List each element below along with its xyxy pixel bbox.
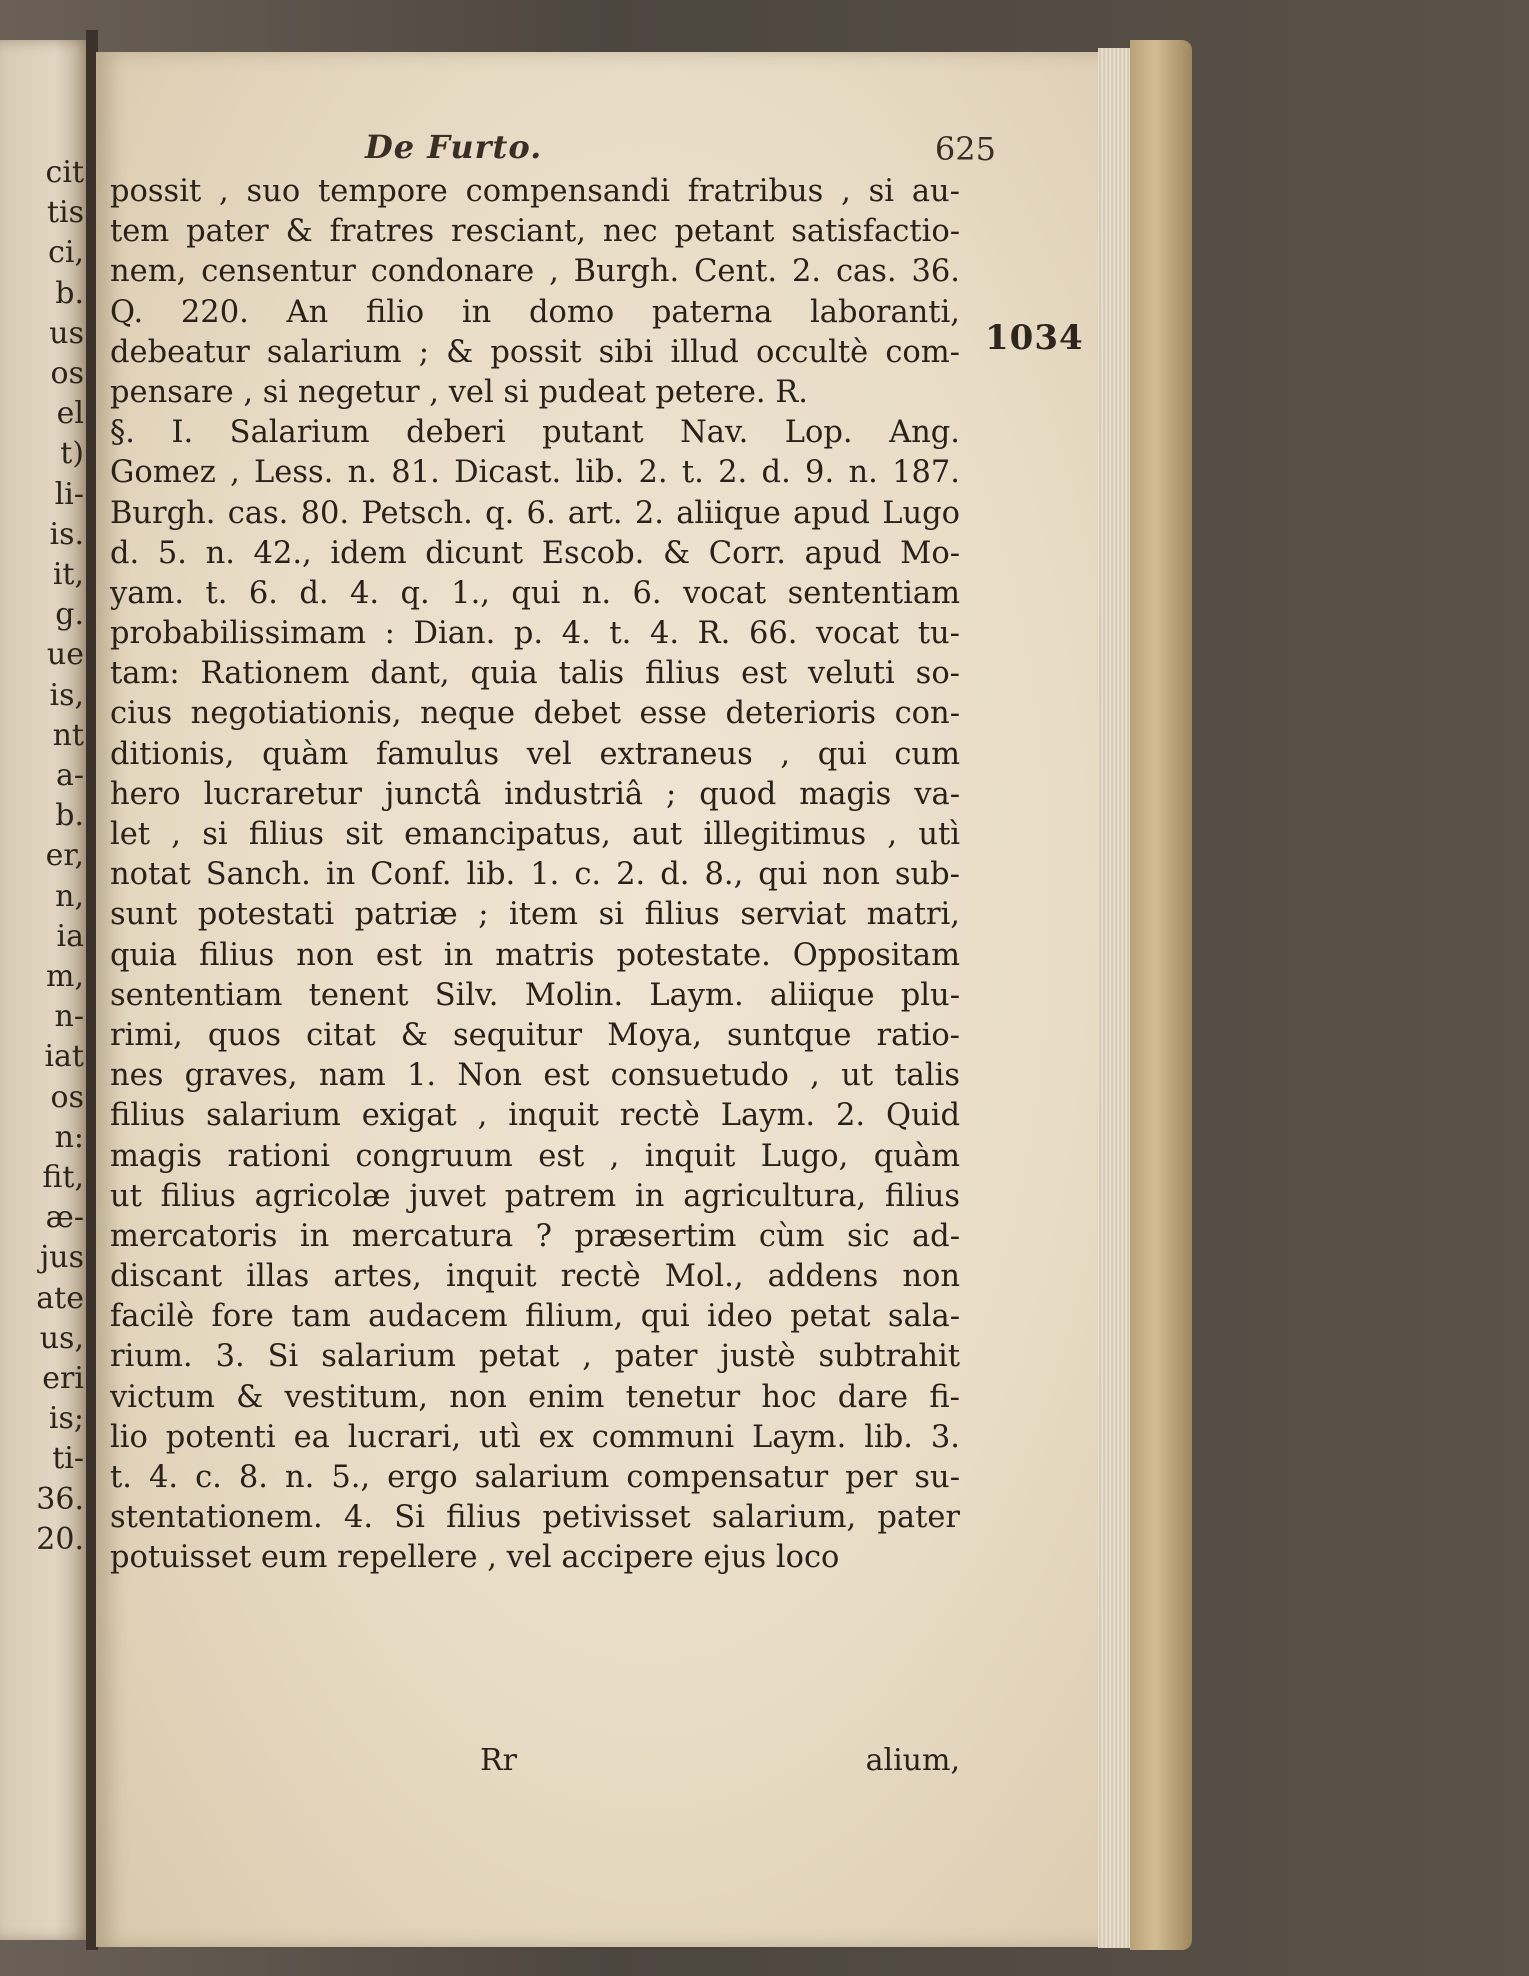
left-page-fragment: os (50, 1079, 84, 1115)
text-line: hero lucraretur junctâ industriâ ; quod magis va- (110, 776, 960, 812)
page-edges (1098, 48, 1134, 1948)
left-page-fragment: ci, (48, 235, 84, 271)
left-page-fragment: 36. (36, 1481, 84, 1517)
text-line: potuisset eum repellere , vel accipere ejus loco (110, 1540, 840, 1576)
text-line: Gomez , Less. n. 81. Dicast. lib. 2. t. 2. d. 9. n. 187. (110, 455, 960, 491)
left-page-fragment: li- (54, 476, 84, 512)
left-page-fragment: ia (56, 918, 84, 954)
text-line: let , si filius sit emancipatus, aut illegitimus , utì (110, 817, 960, 852)
text-line: tam: Rationem dant, quia talis filius est veluti so- (110, 656, 960, 692)
left-page-fragment: n, (55, 878, 84, 914)
left-page-fragment: jus (39, 1240, 84, 1276)
running-head (250, 128, 1000, 178)
left-page-fragment: us, (39, 1320, 84, 1356)
margin-number: 1034 (985, 318, 1084, 358)
text-line: §. I. Salarium deberi putant Nav. Lop. Ang. (110, 415, 960, 451)
left-page-fragment: b. (55, 798, 84, 834)
text-line: debeatur salarium ; & possit sibi illud occultè com- (110, 334, 960, 370)
left-page-fragment: b. (55, 275, 84, 311)
left-page-fragment: 20. (36, 1521, 84, 1557)
text-line: facilè fore tam audacem filium, qui ideo petat sala- (110, 1299, 960, 1335)
left-page-fragment: n- (54, 999, 84, 1035)
text-line: pensare , si negetur , vel si pudeat petere. R. (110, 374, 808, 410)
text-line: rium. 3. Si salarium petat , pater justè subtrahit (110, 1339, 960, 1375)
left-page-fragment: cit (45, 155, 84, 190)
book-cover-edge (1130, 40, 1192, 1950)
left-page-fragment: g. (55, 597, 84, 633)
left-page-fragment: os (50, 356, 84, 391)
text-line: lio potenti ea lucrari, utì ex communi Laym. lib. 3. (110, 1419, 960, 1455)
left-page-fragment: eri (42, 1361, 84, 1396)
text-line: stentationem. 4. Si filius petivisset salarium, pater (110, 1500, 960, 1536)
text-line: t. 4. c. 8. n. 5., ergo salarium compensatur per su- (110, 1460, 960, 1495)
left-page-fragment: a- (55, 758, 84, 793)
left-page-fragment: is. (49, 516, 84, 552)
left-page-fragment: it, (52, 557, 84, 592)
page-footer (110, 1743, 960, 1783)
text-line: possit , suo tempore compensandi fratribus , si au- (110, 174, 960, 209)
text-line: filius salarium exigat , inquit rectè Laym. 2. Quid (110, 1098, 960, 1134)
signature-mark: Rr (480, 1743, 517, 1778)
left-page-fragment: m, (46, 959, 84, 994)
left-page-edge (0, 40, 92, 1940)
left-page-fragment: us (49, 315, 84, 351)
page-number: 625 (934, 130, 996, 168)
text-line: nes graves, nam 1. Non est consuetudo , ut talis (110, 1058, 960, 1094)
left-page-fragment: ti- (52, 1441, 84, 1477)
left-page-fragment: nt (52, 717, 84, 753)
left-page-fragment: æ- (45, 1200, 84, 1236)
text-line: ditionis, quàm famulus vel extraneus , qui cum (110, 736, 960, 772)
text-line: sententiam tenent Silv. Molin. Laym. aliique plu- (110, 977, 960, 1013)
text-line: rimi, quos citat & sequitur Moya, suntque ratio- (110, 1017, 960, 1053)
text-line: d. 5. n. 42., idem dicunt Escob. & Corr. apud Mo- (110, 535, 960, 571)
text-line: cius negotiationis, neque debet esse deterioris con- (110, 696, 960, 732)
text-line: magis rationi congruum est , inquit Lugo, quàm (110, 1138, 960, 1174)
left-page-fragment: tis (46, 195, 84, 231)
catchword: alium, (865, 1743, 960, 1778)
left-page-fragment: ate (36, 1280, 84, 1316)
left-page-fragment: t) (60, 436, 84, 472)
text-line: Burgh. cas. 80. Petsch. q. 6. art. 2. aliique apud Lugo (110, 495, 960, 531)
left-page-fragment: er, (45, 838, 84, 874)
text-line: sunt potestati patriæ ; item si filius serviat matri, (110, 897, 960, 933)
left-page-fragment: iat (44, 1039, 84, 1075)
left-page-fragment: el (56, 396, 84, 432)
text-line: nem, censentur condonare , Burgh. Cent. 2. cas. 36. (110, 254, 960, 290)
text-line: quia filius non est in matris potestate. Oppositam (110, 937, 960, 973)
text-line: ut filius agricolæ juvet patrem in agricultura, filius (110, 1178, 960, 1214)
left-page-fragment: ue (46, 637, 84, 673)
text-line: probabilissimam : Dian. p. 4. t. 4. R. 66. vocat tu- (110, 616, 960, 652)
left-page-fragment: fit, (42, 1160, 84, 1195)
running-title: De Furto. (365, 128, 543, 166)
left-page-fragment: is; (48, 1401, 84, 1437)
text-line: discant illas artes, inquit rectè Mol., addens non (110, 1259, 960, 1295)
text-line: notat Sanch. in Conf. lib. 1. c. 2. d. 8., qui non sub- (110, 857, 960, 893)
text-line: Q. 220. An filio in domo paterna laboranti, (110, 294, 960, 330)
left-page-fragment: is, (49, 677, 84, 713)
text-line: mercatoris in mercatura ? præsertim cùm sic ad- (110, 1218, 960, 1254)
text-line: yam. t. 6. d. 4. q. 1., qui n. 6. vocat sententiam (110, 575, 960, 611)
left-page-fragment: n: (54, 1119, 84, 1155)
text-line: tem pater & fratres resciant, nec petant satisfactio- (110, 214, 960, 250)
body-text (110, 172, 960, 1579)
text-line: victum & vestitum, non enim tenetur hoc dare fi- (110, 1379, 960, 1415)
